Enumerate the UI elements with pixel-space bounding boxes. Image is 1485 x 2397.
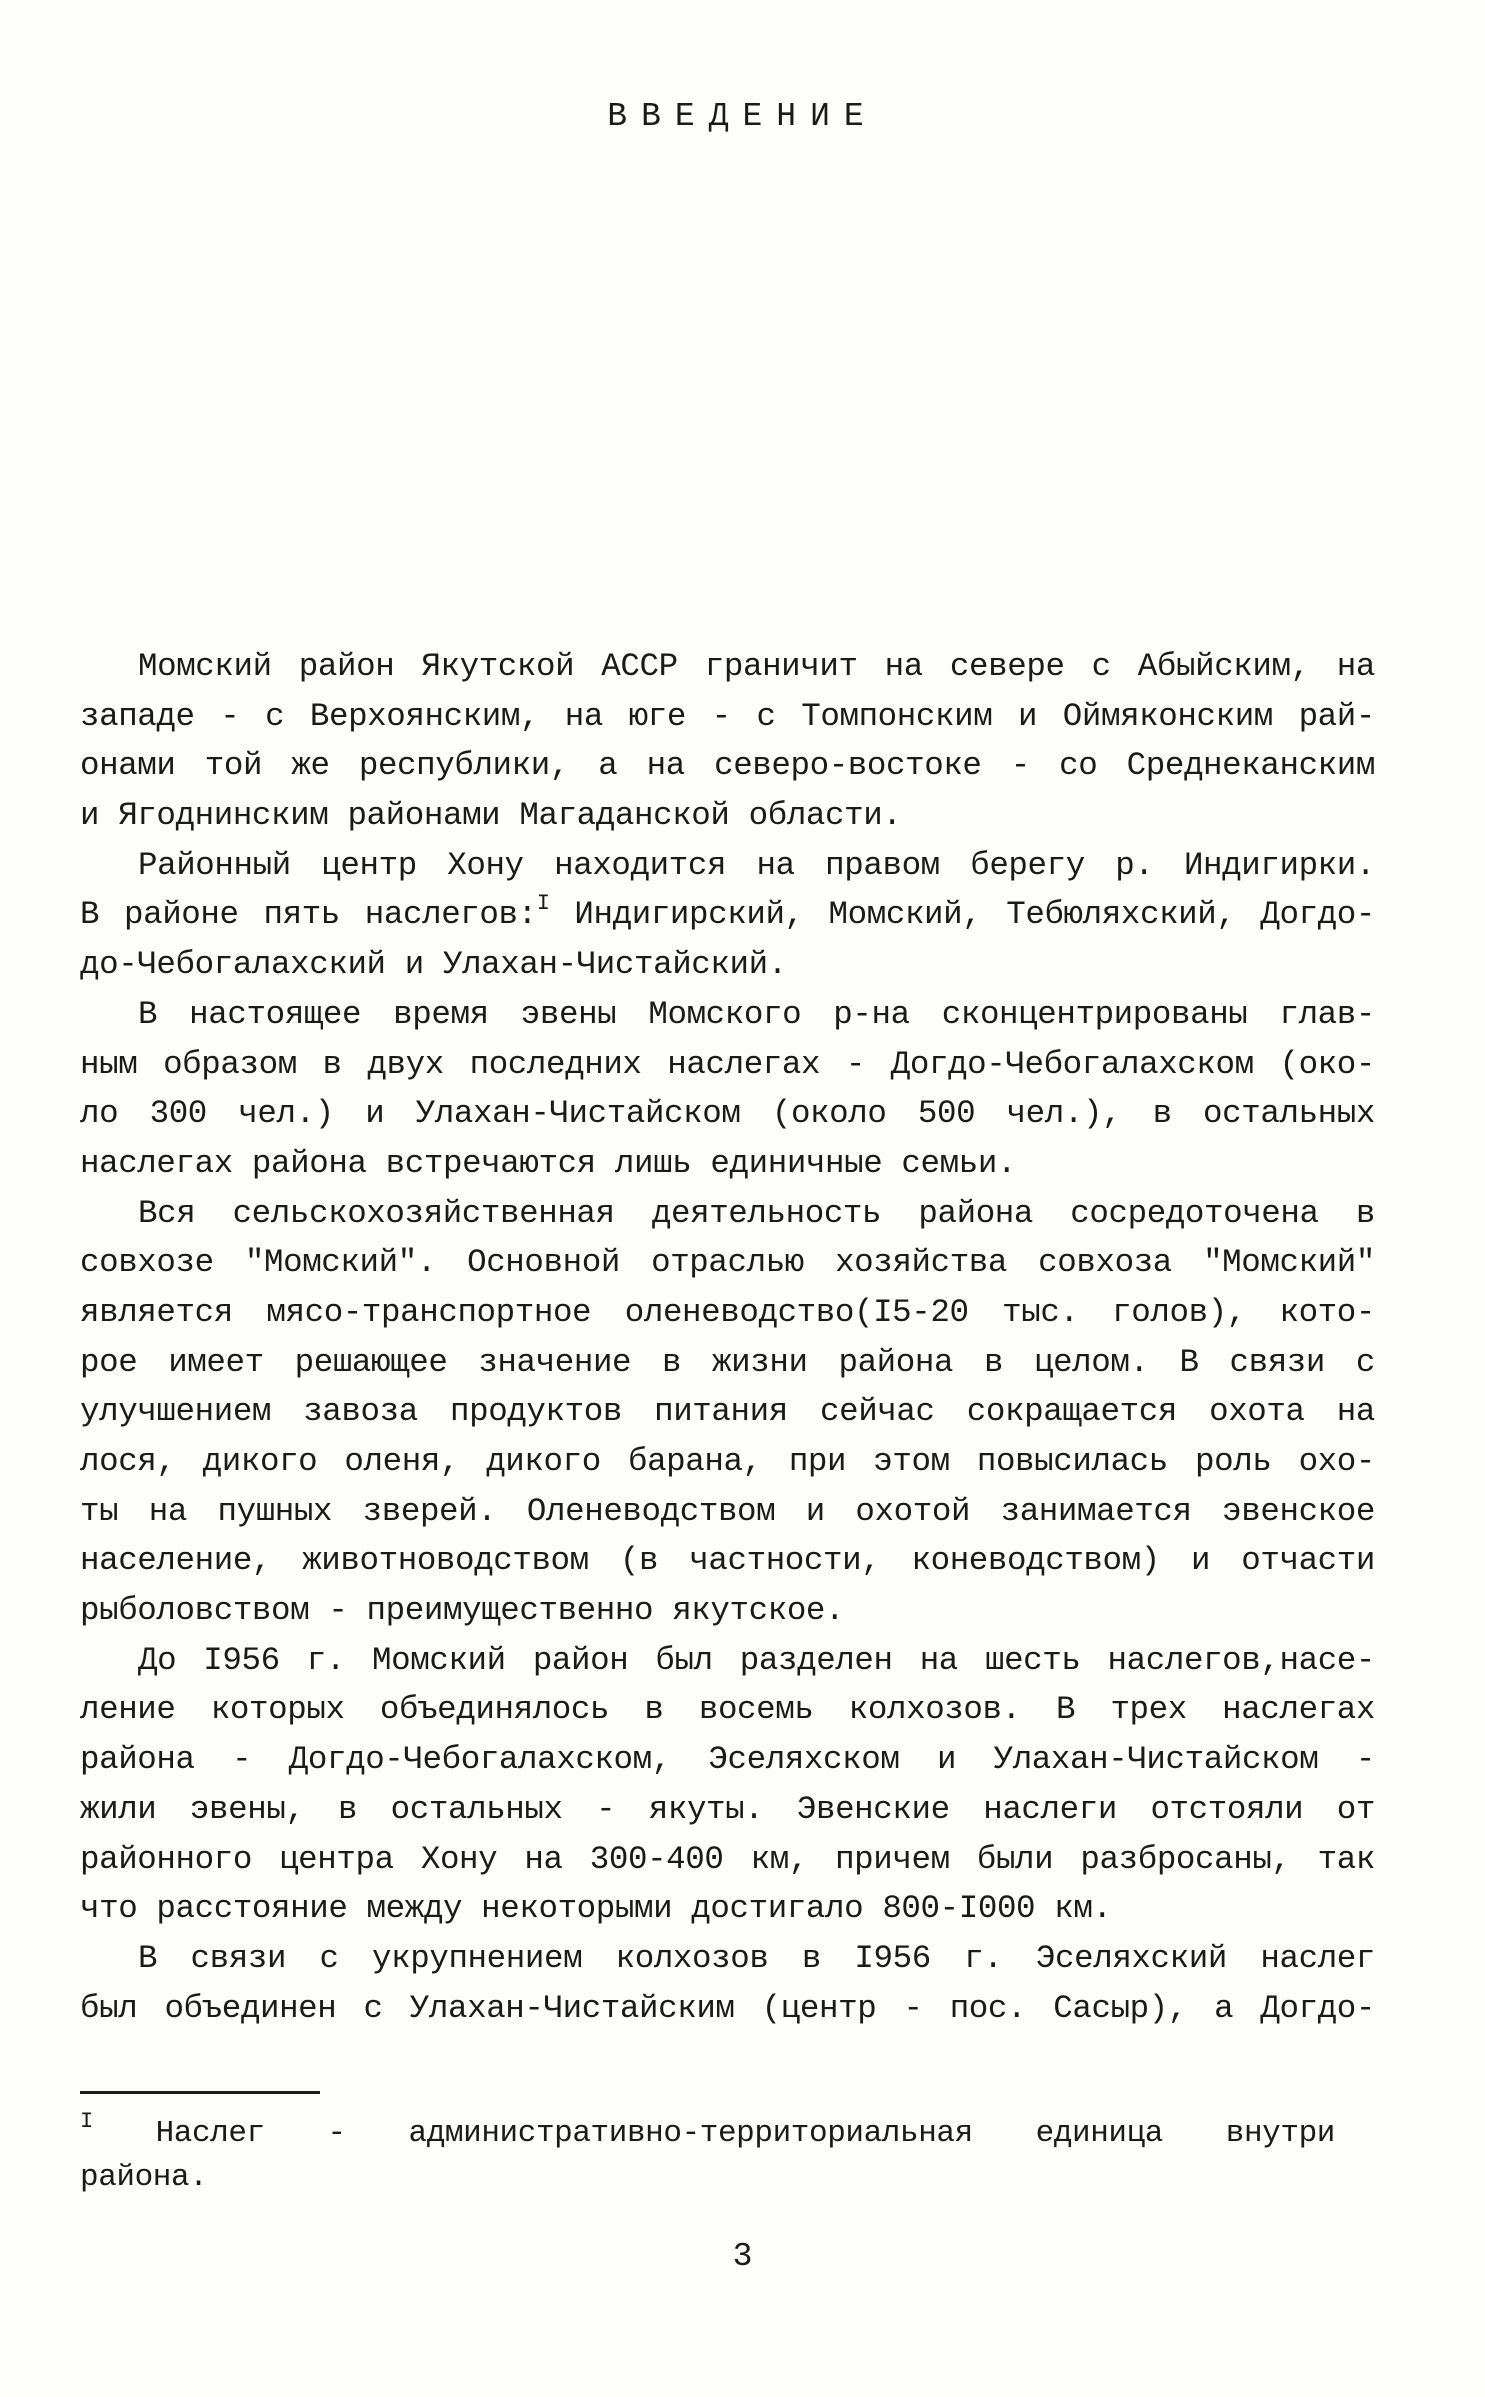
text-line: западе - с Верхоянским, на юге - с Томпонским и Оймяконским рай- [80,697,1375,735]
text-line: население, животноводством (в частности, коневодством) и отчасти [80,1542,1375,1580]
text-line: В связи с укрупнением колхозов в I956 г. Эселяхский наслег [138,1939,1375,1977]
text-line: до-Чебогалахский и Улахан-Чистайский. [80,946,787,984]
text-span: В районе пять наслегов: [80,896,537,934]
text-line: Вся сельскохозяйственная деятельность района сосредоточена в [138,1194,1375,1232]
text-line: рое имеет решающее значение в жизни района в целом. В связи с [80,1343,1375,1381]
text-line: жили эвены, в остальных - якуты. Эвенские наслеги отстояли от [80,1790,1375,1828]
text-line: совхозе "Момский". Основной отраслью хозяйства совхоза "Момский" [80,1244,1375,1282]
footnote-marker: I [536,891,550,917]
text-line-with-footnote-mark [80,890,1375,940]
footnote-marker: I [80,2109,93,2134]
text-line: рыболовством - преимущественно якутское. [80,1592,845,1630]
text-line: В настоящее время эвены Момского р-на сконцентрированы глав- [138,995,1375,1033]
footnote-line [80,2109,1335,2156]
text-line: Момский район Якутской АССР граничит на севере с Абыйским, на [138,648,1375,685]
footnote [80,2109,1335,2200]
text-line: был объединен с Улахан-Чистайским (центр - пос. Сасыр), а Догдо- [80,1989,1375,2027]
text-line: и Ягоднинским районами Магаданской области. [80,797,902,835]
text-line: ление которых объединялось в восемь колхозов. В трех наслегах [80,1691,1375,1729]
text-line: района - Догдо-Чебогалахском, Эселяхском и Улахан-Чистайском - [80,1741,1375,1779]
page-number: 3 [732,2238,753,2275]
text-line: ты на пушных зверей. Оленеводством и охотой занимается эвенское [80,1492,1375,1530]
text-line: ным образом в двух последних наслегах - Догдо-Чебогалахском (око- [80,1045,1375,1083]
text-line: районного центра Хону на 300-400 км, причем были разбросаны, так [80,1840,1375,1878]
text-line: улучшением завоза продуктов питания сейчас сокращается охота на [80,1393,1375,1431]
text-line: онами той же республики, а на северо-востоке - со Среднеканским [80,747,1375,785]
text-line: что расстояние между некоторыми достигало 800-I000 км. [80,1890,1112,1928]
text-span: Индигирский, Момский, Тебюляхский, Догдо- [549,896,1375,934]
footnote-line: района. [80,2160,208,2195]
body-text [80,642,1375,2033]
footnote-text: Наслег - административно-территориальная единица внутри [92,2116,1335,2151]
text-line: наслегах района встречаются лишь единичные семьи. [80,1144,1017,1182]
text-line: лося, дикого оленя, дикого барана, при этом повысилась роль охо- [80,1443,1375,1480]
text-line: Районный центр Хону находится на правом берегу р. Индигирки. [138,846,1375,884]
footnote-divider [80,2091,320,2094]
text-line: ло 300 чел.) и Улахан-Чистайском (около 500 чел.), в остальных [80,1095,1375,1133]
text-line: До I956 г. Момский район был разделен на шесть наслегов,насе- [138,1641,1375,1679]
page-heading: ВВЕДЕНИЕ [607,98,878,135]
text-line: является мясо-транспортное оленеводство(I5-20 тыс. голов), кото- [80,1293,1375,1331]
